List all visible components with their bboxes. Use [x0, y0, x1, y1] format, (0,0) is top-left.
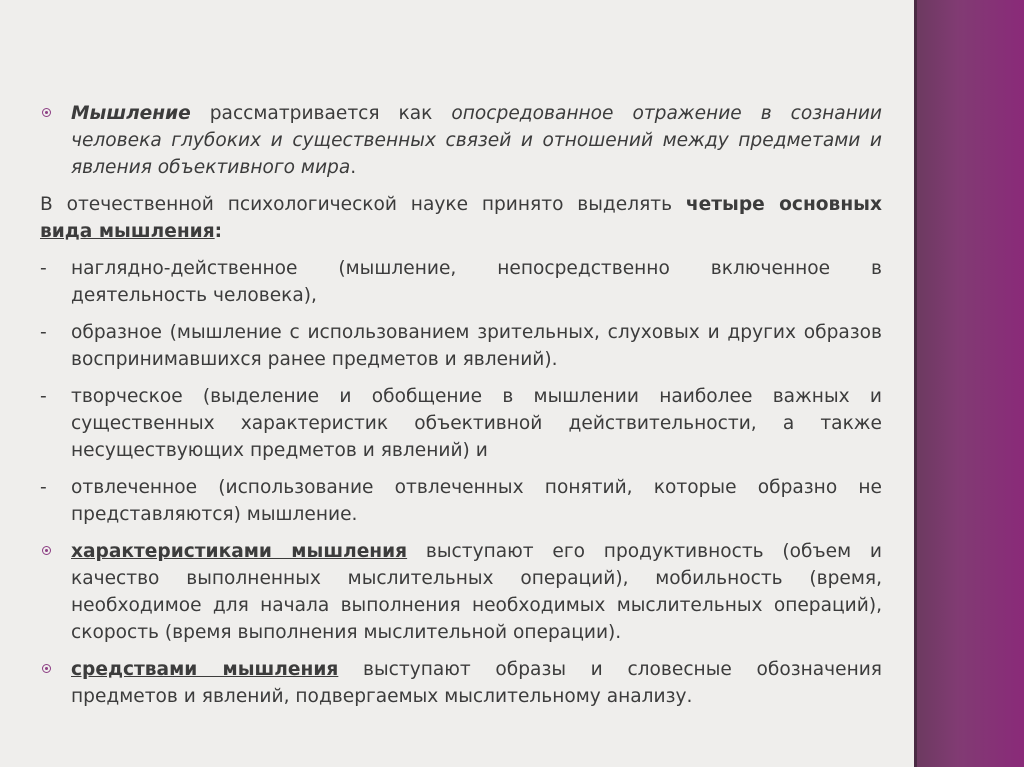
paragraph-types-intro: [40, 191, 882, 245]
slide-body: [40, 100, 882, 720]
decorative-side-bar: [914, 0, 1024, 767]
dash-marker: -: [40, 258, 47, 279]
circle-dot-bullet-icon: [42, 664, 51, 673]
means-text: выступают образы и словесные обозначения предметов и явлений, подвергаемых мыслительному анализу.: [71, 659, 882, 707]
types-intro-colon: :: [214, 221, 223, 242]
list-item-type: [40, 319, 882, 373]
list-item-type: [40, 474, 882, 528]
dash-marker: -: [40, 386, 47, 407]
paragraph-characteristics: [40, 538, 882, 646]
side-bar-edge: [914, 0, 917, 767]
types-intro-bold: четыре основных: [685, 194, 882, 215]
definition-verb: рассматривается как: [190, 103, 452, 124]
type-text: отвлеченное (использование отвлеченных понятий, которые образно не представляются) мышление.: [71, 477, 882, 525]
paragraph-definition: [40, 100, 882, 181]
circle-dot-bullet-icon: [42, 108, 51, 117]
circle-dot-bullet-icon: [42, 546, 51, 555]
list-item-type: [40, 255, 882, 309]
term-means: средствами мышления: [71, 659, 339, 680]
definition-end: .: [350, 157, 357, 178]
paragraph-means: [40, 656, 882, 710]
types-intro-underlined: вида мышления: [40, 221, 215, 242]
term-thinking: Мышление: [71, 103, 191, 124]
dash-marker: -: [40, 322, 47, 343]
definition-text: опосредованное отражение в сознании человека глубоких и существенных связей и отношений между предметами и явления объективного мира: [71, 103, 882, 178]
type-text: наглядно-действенное (мышление, непосредственно включенное в деятельность человека),: [71, 258, 882, 306]
dash-marker: -: [40, 477, 47, 498]
characteristics-text: выступают его продуктивность (объем и качество выполненных мыслительных операций), мобильность (время, необходимое для начала выполнения необходимых мыслительных операций), скорость (время выполнения мыслительной операции).: [71, 541, 882, 643]
term-characteristics: характеристиками мышления: [71, 541, 408, 562]
list-item-type: [40, 383, 882, 464]
types-intro-text: В отечественной психологической науке принято выделять: [40, 194, 686, 215]
type-text: творческое (выделение и обобщение в мышлении наиболее важных и существенных характеристик объективной действительности, а также несуществующих предметов и явлений) и: [71, 386, 882, 461]
type-text: образное (мышление с использованием зрительных, слуховых и других образов воспринимавшихся ранее предметов и явлений).: [71, 322, 882, 370]
